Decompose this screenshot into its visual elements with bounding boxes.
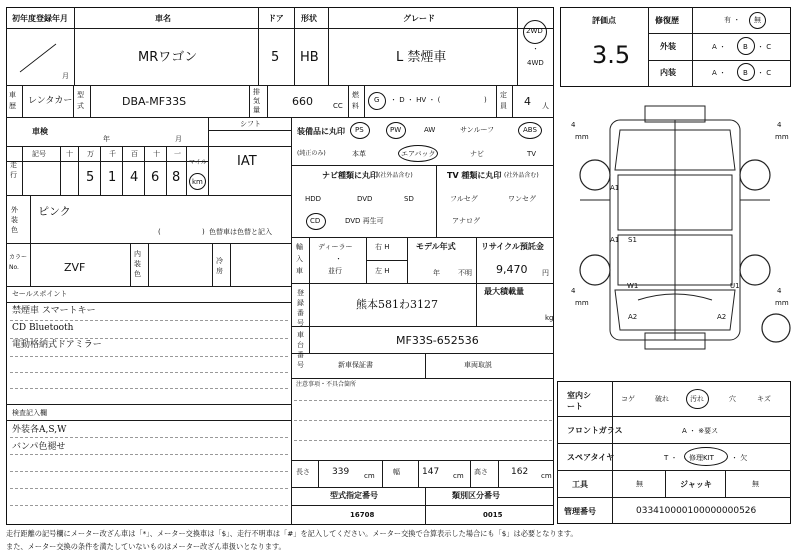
km-option: km [192,178,203,186]
model-year-unit: 年 [433,269,440,277]
exterior-note-close: ) [202,228,205,236]
repair-yes: 有 ・ [724,16,741,24]
equipment-sub: (純正のみ) [297,150,326,157]
tools-label: 工具 [572,480,588,489]
chassis-value: MF33S-652536 [396,334,479,347]
shape-value: HB [300,50,319,65]
type-no-label: 型式指定番号 [330,491,378,500]
equipment-label: 装備品に丸印 [297,127,345,136]
recycle-value: 9,470 [496,263,528,276]
damage-mark: A2 [717,313,727,321]
import-label: 輸入車 [296,243,303,275]
tire-unit-fr: mm [775,133,789,141]
mileage-symbol-label: 記号 [32,150,46,158]
exterior-note: 色替車は色替と記入 [209,228,272,236]
fuel-g: G [374,96,380,104]
import-dealer: ディーラー [318,243,353,251]
length-label: 長さ [296,468,310,476]
spare-repair-kit: 修理KIT [689,454,714,462]
model-year-label: モデル年式 [416,242,456,251]
unit-ichi: 一 [174,150,181,158]
equip-ps: PS [355,126,364,134]
mileage-digit: 1 [108,170,117,185]
aircon-label: 冷房 [216,257,223,275]
recycle-unit: 円 [542,269,549,277]
tire-unit-fl: mm [575,133,589,141]
inspector-item: バンパ色褪せ [12,442,66,452]
int-grade-b: B [743,69,748,77]
ext-grade-b: B [743,43,748,51]
inspector-item: 外装各A,S,W [12,425,67,435]
footer-note-2: また、メーター交換の条件を満たしていないものはメーター改ざん車扱いとなります。 [6,542,286,551]
windshield-value: A ・ ※要ス [682,427,719,435]
mileage-digit: 5 [86,170,95,185]
import-lh: 左 H [375,267,390,275]
door-header: ドア [268,14,284,23]
inspector-label: 検査記入欄 [12,409,47,417]
tire-depth-rl: 4 [571,287,576,295]
equip-sunroof: サンルーフ [460,126,495,134]
score-label: 評価点 [592,16,616,25]
warranty-manual: 車両取説 [464,361,492,369]
navi-dvd: DVD [357,195,373,203]
inspection-month-unit: 月 [175,135,182,143]
model-label: 型式 [77,91,84,110]
mgmt-no-label: 管理番号 [564,507,596,516]
width-label: 幅 [393,468,400,476]
mileage-digit: 6 [151,170,160,185]
capacity-value: 4 [524,95,531,108]
spare-none: ・ 欠 [731,454,748,462]
color-no-label: カラーNo. [9,254,28,271]
grade-header: グレード [403,14,435,23]
unit-hyaku: 百 [131,150,138,158]
equip-abs: ABS [523,126,537,134]
tv-oneseg: ワンセグ [508,195,536,203]
sales-item: CD Bluetooth [12,323,74,333]
damage-mark: S1 [628,236,637,244]
unit-sen: 千 [109,150,116,158]
ext-grade-a: A ・ [712,43,727,51]
history-label: 車歴 [9,91,16,110]
equip-navi: ナビ [470,150,484,158]
tire-depth-fl: 4 [571,121,576,129]
cc-unit: CC [333,102,343,110]
int-grade-c: ・ C [757,69,772,77]
interior-color-label: 内装色 [134,250,141,278]
door-value: 5 [271,50,280,65]
seat-tear: 破れ [655,395,669,403]
capacity-label: 定員 [500,91,507,110]
tv-analog: アナログ [452,217,480,225]
tire-unit-rr: mm [775,299,789,307]
navi-sub: (社外品含む) [378,172,413,179]
length-unit: cm [364,472,375,480]
interior-seat-label: 室内シート [567,391,591,411]
equip-pw: PW [390,126,402,134]
warranty-new-car: 新車保証書 [338,361,373,369]
damage-mark: W1 [627,282,639,290]
import-sep: ・ [335,255,342,263]
navi-sd: SD [404,195,414,203]
tire-depth-rr: 4 [777,287,782,295]
width-value: 147 [422,467,440,477]
height-value: 162 [511,467,529,477]
displacement-value: 660 [292,95,313,108]
unit-10man: 十 [66,150,73,158]
repair-label: 修復歴 [655,16,679,25]
class-no-label: 類別区分番号 [452,491,500,500]
width-unit: cm [453,472,464,480]
sales-item: 電動格納式ドアミラー [12,340,102,350]
sales-point-label: セールスポイント [12,290,68,298]
import-parallel: 並行 [328,267,342,275]
navi-dvd-play: DVD 再生可 [345,217,384,225]
first-reg-slash [18,42,58,74]
damage-mark: A1 [610,184,620,192]
mile-option: マイル [189,159,207,166]
tv-label: TV 種類に丸印 [447,171,502,180]
jack-value: 無 [752,480,759,488]
tv-sub: (社外品含む) [504,172,539,179]
exterior-grade-label: 外装 [660,42,676,51]
car-name-value: MRワゴン [138,50,198,65]
grade-value: L 禁煙車 [396,50,447,65]
drive-2wd: 2WD [526,27,543,35]
displacement-label: 排気量 [253,88,260,114]
fuel-label: 燃料 [352,91,359,110]
notes-label: 注意事項・不具合箇所 [296,381,357,388]
interior-grade-label: 内装 [660,68,676,77]
recycle-label: リサイクル預託金 [481,242,544,251]
ext-grade-c: ・ C [757,43,772,51]
equip-leather: 本革 [352,150,366,158]
mileage-digit: 8 [172,170,181,185]
car-damage-diagram [560,100,795,365]
jack-label: ジャッキ [680,480,712,489]
score-value: 3.5 [592,41,631,69]
length-value: 339 [332,467,350,477]
tv-fullseg: フルセグ [450,195,478,203]
mileage-digit: 4 [130,170,139,185]
sales-item: 禁煙車 スマートキー [12,306,96,316]
first-reg-header: 初年度登録年月 [12,14,68,23]
registration-label: 登録番号 [297,289,304,327]
equip-tv: TV [527,150,537,158]
unit-juu: 十 [153,150,160,158]
exterior-value: ピンク [38,205,71,218]
spare-tire-label: スペアタイヤ [567,453,615,462]
height-unit: cm [541,472,552,480]
drive-sep: ・ [532,45,539,53]
unit-man: 万 [87,150,94,158]
inspection-label: 車検 [32,127,48,136]
registration-value: 熊本581わ3127 [356,298,438,311]
tools-value: 無 [636,480,643,488]
damage-mark: A1 [610,236,620,244]
seat-scratch: キズ [757,395,771,403]
person-unit: 人 [542,102,549,110]
int-grade-a: A ・ [712,69,727,77]
mgmt-no-value: 033410000100000000526 [636,506,757,516]
shift-label: シフト [240,120,261,128]
tire-depth-fr: 4 [777,121,782,129]
history-value: レンタカー [28,96,73,106]
drive-4wd: 4WD [527,59,544,67]
color-no-value: ZVF [64,261,86,274]
payload-label: 最大積載量 [484,287,524,296]
seat-hole: 穴 [729,395,736,403]
car-name-header: 車名 [155,14,171,23]
footer-note-1: 走行距離の記号欄にメーター改ざん車は「*」、メーター交換車は「$」、走行不明車は「#」を記入してください。メーター交換で合算表示した場合にも「$」は必要となります。 [6,529,578,538]
seat-dirt: 汚れ [690,395,704,403]
tire-unit-rl: mm [575,299,589,307]
repair-none: 無 [754,16,761,24]
fuel-close: ) [484,96,487,104]
windshield-label: フロントガラス [567,426,623,435]
spare-tire-t: T ・ [664,454,678,462]
exterior-note-open: ( [158,228,161,236]
inspection-year-unit: 年 [103,135,110,143]
exterior-label: 外装色 [11,206,18,234]
model-value: DBA-MF33S [122,95,187,108]
navi-label: ナビ種類に丸印 [322,171,378,180]
payload-unit: kg [545,314,554,322]
shape-header: 形状 [301,14,317,23]
navi-cd: CD [310,217,321,225]
mileage-label: 走行 [10,161,17,179]
equip-airbag: エアバック [401,150,436,158]
damage-mark: U1 [730,282,740,290]
import-rh: 右 H [375,243,390,251]
height-label: 高さ [474,468,488,476]
seat-burn: コゲ [621,395,635,403]
first-reg-month-unit: 月 [62,72,69,80]
type-no-value: 16708 [350,511,375,519]
shift-value: IAT [237,154,257,169]
chassis-label: 車台番号 [297,331,304,369]
fuel-options: ・ D ・ HV ・ ( [390,96,441,104]
damage-mark: A2 [628,313,638,321]
model-year-unknown: 不明 [458,269,472,277]
navi-hdd: HDD [305,195,322,203]
class-no-value: 0015 [483,511,503,519]
equip-aw: AW [424,126,436,134]
